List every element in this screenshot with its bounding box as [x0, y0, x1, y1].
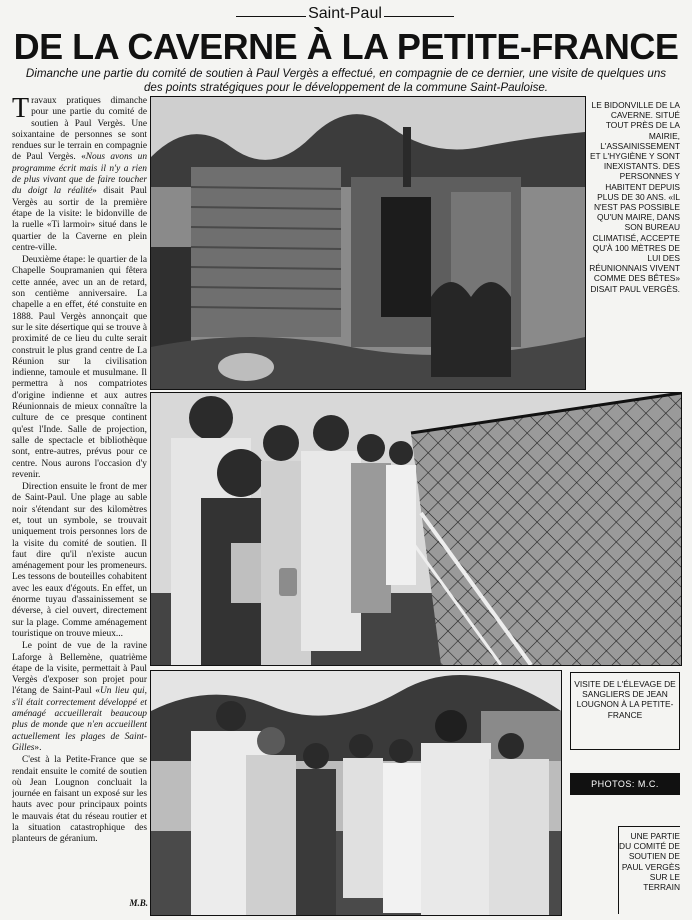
outdoor-crowd-photo	[150, 670, 562, 916]
headline: DE LA CAVERNE À LA PETITE-FRANCE	[13, 26, 679, 67]
section-rule-left	[236, 16, 306, 17]
caption-shantytown: LE BIDONVILLE DE LA CAVERNE. SITUÉ TOUT PRÈS DE LA MAIRIE, L'ASSAINISSEMENT ET L'HYGIÈNE Y SONT INEXISTANTS. DES PERSONNES Y HABITENT DEPUIS PLUS DE 30 ANS. «IL N'EST PAS POSSIBLE QU'UN MAIRE, DANS SON BUREAU CLIMATISÉ, ACCEPTE QU'À 100 MÈTRES DE LUI DES RÉUNIONNAIS VIVENT COMME DES BÊTES» DISAIT PAUL VERGÈS.	[589, 100, 680, 294]
fence-crowd-photo	[150, 392, 682, 666]
caption-boar-farm: VISITE DE L'ÉLEVAGE DE SANGLIERS DE JEAN LOUGNON À LA PETITE-FRANCE	[570, 672, 680, 750]
drop-cap: T	[12, 96, 30, 124]
article-paragraph-4: Le point de vue de la ravine Laforge à Bellemène, quatrième étape de la visite, permettait à Paul Vergès d'exposer son projet pour l'étang de Saint-Paul «Un lieu qui, s'il était correctement développé et aménagé accueillerait beaucoup plus de monde que n'en accueillent actuellement les plages de Saint-Gilles».	[12, 641, 147, 753]
section-tag	[0, 4, 692, 24]
caption-committee: UNE PARTIE DU COMITÉ DE SOUTIEN DE PAUL VERGÈS SUR LE TERRAIN	[618, 826, 680, 914]
shanty-huts-photo	[150, 96, 586, 390]
photo-credit: PHOTOS: M.C.	[570, 773, 680, 795]
article-paragraph-2: Deuxième étape: le quartier de la Chapelle Soupramanien qui fêtera cette année, avec un an de retard, son centième anniversaire. La chapelle a en effet, été constuite en 1888. Paul Vergès annonçait que sur le site désertique qui se trouve à proximité de ce lieu du culte serait construit le plus grand centre de La Réunion sur la civilisation indienne, tamoule et musulmane. Il permettra à nos compatriotes d'origine indienne et aux autres Réunionnais de mieux connaître la culture de ce presque continent qu'est l'Inde. Salle de projection, salle de spectacle et bibliothèque sont, entre-autres, prévus pour ce centre. Nous aurons l'occasion d'y revenir.	[12, 255, 147, 480]
deck: Dimanche une partie du comité de soutien à Paul Vergès a effectué, en compagnie de ce dernier, une visite de quelques uns des points stratégiques pour le développement de la commune Saint-Pauloise.	[25, 67, 667, 94]
article-body	[12, 96, 147, 896]
section-rule-right	[384, 16, 454, 17]
article-paragraph-5: C'est à la Petite-France que se rendait ensuite le comité de soutien où Jean Lougnon concluait la journée en faisant un exposé sur les hauts avec pour principaux points le mauvais état du réseau routier et la situation catastrophique des planteurs de géranium.	[12, 755, 147, 845]
signature: M.B.	[129, 898, 148, 908]
article-paragraph-1: Travaux pratiques dimanche pour une partie du comité de soutien à Paul Vergès. Une soixantaine de personnes se sont rendues sur le terrain en compagnie de Paul Vergès. «Nous avons un programme écrit mais il n'y a rien de plus vivant que de faire toucher du doigt la réalité» disait Paul Vergès au sortir de la première étape de la visite: le bidonville de la ruelle «Ti larmoir» situé dans le quartier de la Caverne en plein centre-ville.	[12, 96, 147, 253]
article-paragraph-3: Direction ensuite le front de mer de Saint-Paul. Une plage au sable noir s'étendant sur des kilomètres et, tout un symbole, se trouvait uniquement trois personnes lors de la visite du comité de soutien. Il faut dire qu'il n'existe aucun aménagement pour les promeneurs. Les tessons de bouteilles cohabitent avec les eaux d'égouts. En effet, un énorme tuyau d'assainissement se déverse, à ciel ouvert, directement sur la plage. Comme aménagement touristique on trouve mieux...	[12, 482, 147, 639]
section-label: Saint-Paul	[308, 5, 382, 22]
